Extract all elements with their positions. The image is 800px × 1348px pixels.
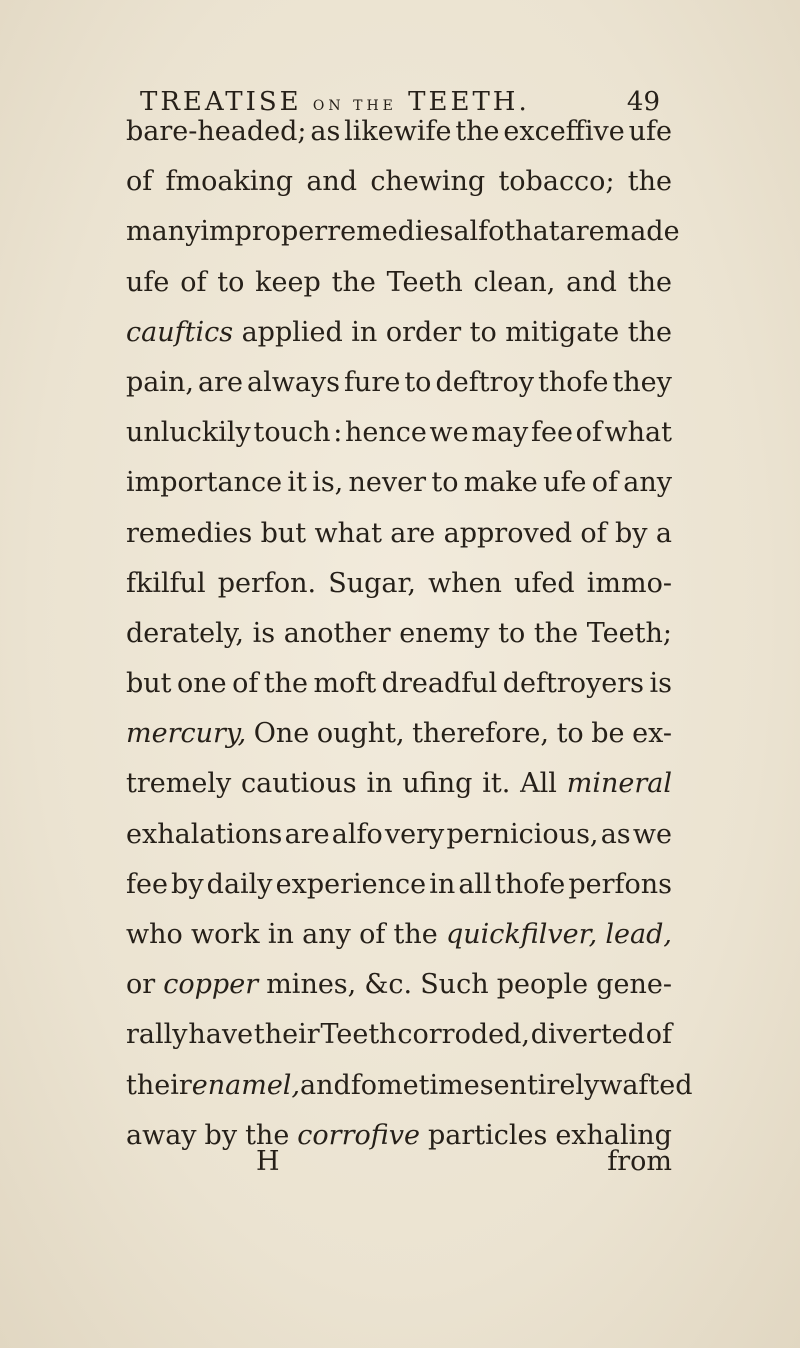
word: mitigate xyxy=(505,316,620,348)
word: the xyxy=(533,617,579,649)
word: perfon. xyxy=(217,567,317,599)
word: moft xyxy=(313,668,377,700)
word: to xyxy=(498,617,526,649)
word: in xyxy=(267,919,294,950)
word: fometimes xyxy=(350,1069,494,1101)
italic-word: enamel, xyxy=(191,1069,301,1101)
text-line xyxy=(126,107,672,157)
word: fmoaking xyxy=(165,166,294,198)
word: cautious xyxy=(241,768,357,800)
word: thofe xyxy=(494,868,566,900)
word: ought, xyxy=(316,718,405,750)
word: alfo xyxy=(453,216,505,248)
italic-word: mercury, xyxy=(126,718,247,750)
text-line xyxy=(126,157,672,207)
word: pernicious, xyxy=(446,818,599,850)
word: enemy xyxy=(399,617,490,649)
italic-word: cauftics xyxy=(126,316,234,348)
text-line xyxy=(126,258,672,308)
text-line xyxy=(126,960,672,1010)
word: but xyxy=(126,668,172,700)
word: any xyxy=(623,467,672,499)
word: all xyxy=(458,868,492,900)
word: applied xyxy=(241,316,343,348)
word: One xyxy=(253,718,310,750)
word: deftroyers xyxy=(502,668,644,700)
word: are xyxy=(284,818,330,850)
word: pain, xyxy=(126,366,194,398)
word: are xyxy=(559,216,605,248)
word: the xyxy=(263,668,309,700)
word: : xyxy=(333,417,343,449)
word: they xyxy=(612,366,672,398)
word: have xyxy=(188,1019,254,1051)
word: that xyxy=(504,216,560,248)
word: to xyxy=(469,316,497,348)
word: in xyxy=(351,316,378,348)
word: improper xyxy=(200,216,328,248)
word: fee xyxy=(530,417,573,449)
word: away xyxy=(126,1119,197,1151)
word: All xyxy=(520,768,557,800)
word: approved xyxy=(443,517,572,549)
word: by xyxy=(171,868,204,900)
italic-word: corrofive xyxy=(297,1119,420,1151)
running-head-tail: TEETH. xyxy=(396,87,530,117)
word: are xyxy=(198,366,243,398)
text-line xyxy=(126,559,672,609)
word: wafted xyxy=(599,1069,693,1101)
word: to xyxy=(404,366,432,398)
word: derately, xyxy=(126,617,244,649)
word: thofe xyxy=(537,366,609,398)
word: very xyxy=(384,818,445,850)
word: and xyxy=(300,1069,351,1101)
body-text xyxy=(126,107,693,1161)
word: Teeth; xyxy=(586,617,672,649)
word: experience xyxy=(275,868,427,900)
word: in xyxy=(429,868,456,900)
running-head-small: ON THE xyxy=(312,98,397,114)
word: it xyxy=(287,467,307,499)
word: tobacco; xyxy=(498,166,615,198)
word: when xyxy=(428,567,502,599)
word: dreadful xyxy=(381,668,498,700)
word: of xyxy=(591,467,618,499)
word: the xyxy=(627,166,672,198)
word: many xyxy=(126,216,201,248)
word: any xyxy=(302,919,351,950)
word: in xyxy=(366,768,393,800)
word: and xyxy=(306,166,358,198)
word: daily xyxy=(206,868,273,900)
word: a xyxy=(655,517,672,549)
word: fee xyxy=(126,868,168,900)
word: Sugar, xyxy=(328,567,416,599)
word: are xyxy=(390,517,436,549)
text-line xyxy=(126,408,672,458)
text-line xyxy=(126,659,672,709)
word: never xyxy=(348,467,427,499)
word: &c. xyxy=(364,969,413,1001)
text-line xyxy=(126,207,680,257)
word: is xyxy=(649,668,672,700)
word: touch xyxy=(253,417,331,449)
word: to xyxy=(431,467,459,499)
word: particles xyxy=(427,1119,548,1151)
text-line xyxy=(126,860,672,910)
word: entirely xyxy=(493,1069,600,1101)
word: therefore, xyxy=(412,718,549,750)
word: of xyxy=(575,417,602,449)
word: ufe xyxy=(628,116,672,147)
word: exhalations xyxy=(126,818,283,850)
word: is xyxy=(252,617,276,649)
italic-word: quickfilver, xyxy=(445,919,598,950)
word: work xyxy=(190,919,260,950)
word: fkilful xyxy=(126,567,206,599)
word: clean, xyxy=(473,266,556,298)
word: the xyxy=(331,266,376,298)
text-line xyxy=(126,458,672,508)
word: be xyxy=(591,718,625,750)
word: but xyxy=(260,517,307,549)
word: of xyxy=(126,166,153,198)
italic-word: copper xyxy=(163,969,259,1001)
word: diverted xyxy=(530,1019,645,1051)
word: ufed xyxy=(514,567,575,599)
word: Such xyxy=(420,969,489,1001)
word: by xyxy=(204,1119,238,1151)
word: hence xyxy=(345,417,427,449)
word: corroded, xyxy=(397,1019,530,1051)
signature-mark: H xyxy=(256,1146,280,1177)
running-head-lead: TREATISE xyxy=(140,87,313,117)
word: another xyxy=(283,617,391,649)
word: people xyxy=(496,969,589,1001)
word: what xyxy=(314,517,382,549)
word: of xyxy=(232,668,259,700)
word: Teeth xyxy=(386,266,463,298)
page-footer xyxy=(126,1137,672,1187)
text-line xyxy=(126,609,672,659)
word: to xyxy=(217,266,245,298)
word: of xyxy=(359,919,386,950)
word: their xyxy=(253,1019,320,1051)
word: may xyxy=(471,417,529,449)
word: likewife xyxy=(344,116,452,147)
word: of xyxy=(580,517,607,549)
word: as xyxy=(310,116,341,147)
word: bare-headed; xyxy=(126,116,307,147)
word: ufing xyxy=(402,768,473,800)
word: we xyxy=(429,417,469,449)
word: keep xyxy=(255,266,321,298)
catchword: from xyxy=(607,1146,672,1177)
word: the xyxy=(627,316,672,348)
word: made xyxy=(604,216,680,248)
word: ufe xyxy=(126,266,170,298)
word: remedies xyxy=(126,517,253,549)
word: the xyxy=(455,116,500,147)
text-line xyxy=(126,810,672,860)
text-line xyxy=(126,509,672,559)
italic-word: mineral xyxy=(566,768,672,800)
word: the xyxy=(393,919,438,950)
text-line xyxy=(126,1061,693,1111)
word: gene- xyxy=(596,969,672,1001)
word: who xyxy=(126,919,183,950)
word: importance xyxy=(126,467,283,499)
word: always xyxy=(246,366,341,398)
word: or xyxy=(126,969,156,1001)
word: the xyxy=(245,1119,290,1151)
text-line xyxy=(126,759,672,809)
word: remedies xyxy=(327,216,454,248)
word: the xyxy=(627,266,672,298)
page-number: 49 xyxy=(626,87,660,117)
word: fure xyxy=(344,366,401,398)
word: we xyxy=(632,818,672,850)
word: ex- xyxy=(632,718,672,750)
text-line xyxy=(126,910,672,960)
word: mines, xyxy=(266,969,357,1001)
text-line xyxy=(126,308,672,358)
italic-word: lead, xyxy=(605,919,672,950)
word: deftroy xyxy=(435,366,534,398)
word: ufe xyxy=(543,467,587,499)
word: Teeth xyxy=(320,1019,397,1051)
word: by xyxy=(614,517,648,549)
word: make xyxy=(463,467,538,499)
word: tremely xyxy=(126,768,232,800)
word: order xyxy=(385,316,462,348)
text-line xyxy=(126,358,672,408)
word: exhaling xyxy=(555,1119,672,1151)
word: one xyxy=(177,668,227,700)
word: their xyxy=(126,1069,192,1101)
word: of xyxy=(180,266,207,298)
word: exceffive xyxy=(503,116,625,147)
text-line xyxy=(126,1010,672,1060)
word: to xyxy=(556,718,584,750)
word: of xyxy=(645,1019,672,1051)
word: what xyxy=(604,417,672,449)
word: and xyxy=(566,266,617,298)
word: as xyxy=(600,818,631,850)
word: chewing xyxy=(370,166,486,198)
word: it. xyxy=(482,768,511,800)
word: is, xyxy=(312,467,344,499)
text-line xyxy=(126,709,672,759)
word: perfons xyxy=(568,868,672,900)
word: rally xyxy=(126,1019,188,1051)
word: unluckily xyxy=(126,417,251,449)
word: immo- xyxy=(586,567,672,599)
word: alfo xyxy=(331,818,383,850)
